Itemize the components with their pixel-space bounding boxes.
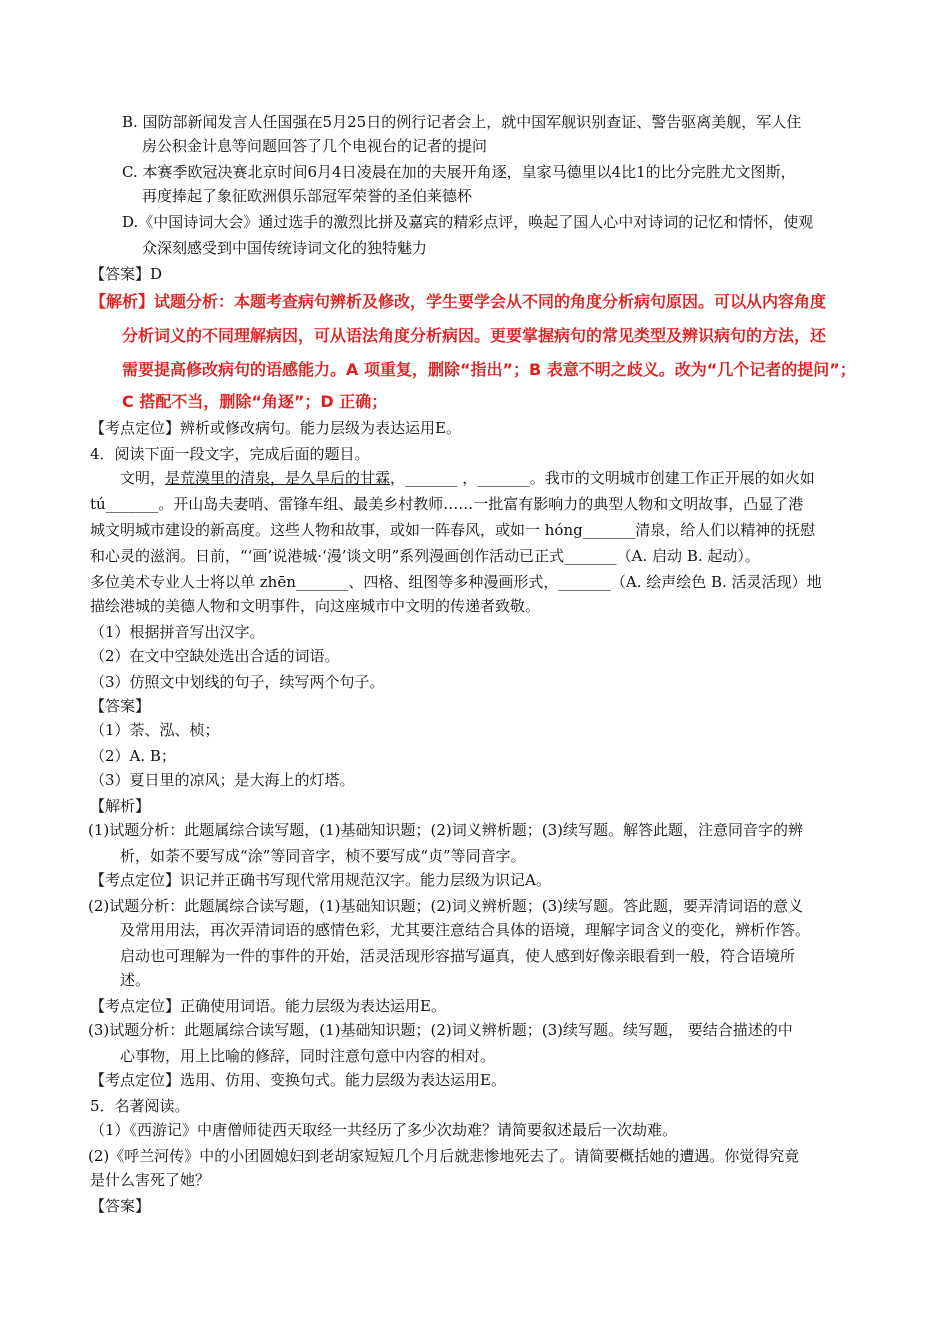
q4-answer: 【答案】 <box>90 697 151 715</box>
q4-answer1: （1）荼、泓、桢； <box>90 721 220 739</box>
q4-analysis3-point: 【考点定位】选用、仿用、变换句式。能力层级为表达运用E。 <box>90 1071 506 1089</box>
q5-title: 5．名著阅读。 <box>90 1097 190 1115</box>
q4-passage-line2: tú_______。开山岛夫妻哨、雷锋车组、最美乡村教师……一批富有影响力的典型人物和文明故事，凸显了港 <box>90 495 804 513</box>
q4-passage-line1 <box>120 466 910 490</box>
q3-analysis-line4: C 搭配不当，删除“角逐”；D 正确； <box>122 392 388 411</box>
q4-analysis2-line3: 启动也可理解为一件的事件的开始，活灵活现形容描写逼真，使人感到好像亲眼看到一般，符合语境所 <box>120 947 796 965</box>
q3-option-b-line2: 房公积金计息等问题回答了几个电视台的记者的提问 <box>142 137 488 155</box>
q3-analysis-line2: 分析词义的不同理解病因，可从语法角度分析病因。更要掌握病句的常见类型及辨识病句的方法，还 <box>122 326 827 345</box>
q4-passage-line6: 描绘港城的美德人物和文明事件，向这座城市中文明的传递者致敬。 <box>90 597 541 615</box>
q3-option-b-line1: B. 国防部新闻发言人任国强在5月25日的例行记者会上，就中国军舰识别查证、警告驱离美舰，军人住 <box>122 113 802 131</box>
q4-analysis3-line2: 心事物，用上比喻的修辞，同时注意句意中内容的相对。 <box>120 1047 496 1065</box>
q4-analysis2-line1: (2)试题分析：此题属综合读写题，(1)基础知识题；(2)词义辨析题；(3)续写题。答此题，要弄清词语的意义 <box>88 897 803 915</box>
q4-underlined-sentence: 是荒漠里的清泉，是久旱后的甘霖 <box>165 469 391 487</box>
q4-passage-line5: 多位美术专业人士将以单 zhēn_______、四格、组图等多种漫画形式，_______（A. 绘声绘色 B. 活灵活现）地 <box>90 573 822 591</box>
q4-passage-line3: 城文明城市建设的新高度。这些人物和故事，或如一阵春风，或如一 hóng_______清泉，给人们以精神的抚慰 <box>90 521 816 539</box>
q4-title: 4．阅读下面一段文字，完成后面的题目。 <box>90 445 370 463</box>
q4-analysis2-point: 【考点定位】正确使用词语。能力层级为表达运用E。 <box>90 997 446 1015</box>
q3-answer: 【答案】D <box>90 265 163 283</box>
q3-option-d-line1: D.《中国诗词大会》通过选手的激烈比拼及嘉宾的精彩点评，唤起了国人心中对诗词的记忆和情怀，使观 <box>122 213 814 231</box>
q4-analysis1-line2: 析，如荼不要写成“涂”等同音字，桢不要写成“贞”等同音字。 <box>120 847 526 865</box>
q5-sub1: （1）《西游记》中唐僧师徒西天取经一共经历了多少次劫难？请简要叙述最后一次劫难。 <box>90 1121 678 1139</box>
q3-analysis-line1: 【解析】试题分析：本题考查病句辨析及修改，学生要学会从不同的角度分析病句原因。可以从内容角度 <box>90 292 827 311</box>
q4-analysis-label: 【解析】 <box>90 797 151 815</box>
q3-option-c-line1: C. 本赛季欧冠决赛北京时间6月4日凌晨在加的夫展开角逐，皇家马德里以4比1的比分完胜尤文图斯， <box>122 163 796 181</box>
q3-point: 【考点定位】辨析或修改病句。能力层级为表达运用E。 <box>90 419 461 437</box>
q4-analysis2-line2: 及常用用法，再次弄清词语的感情色彩，尤其要注意结合具体的语境，理解字词含义的变化，辨析作答。 <box>120 921 811 939</box>
q4-answer3: （3）夏日里的凉风；是大海上的灯塔。 <box>90 771 355 789</box>
q4-sub3: （3）仿照文中划线的句子，续写两个句子。 <box>90 673 385 691</box>
q4-analysis1-line1: (1)试题分析：此题属综合读写题，(1)基础知识题；(2)词义辨析题；(3)续写题。解答此题，注意同音字的辨 <box>88 821 803 839</box>
q5-answer: 【答案】 <box>90 1197 151 1215</box>
q4-passage-line4: 和心灵的滋润。日前，“‘画’说港城·‘漫’谈文明”系列漫画创作活动已正式_______（A. 启动 B. 起动）。 <box>90 547 760 565</box>
q3-option-c-line2: 再度捧起了象征欧洲俱乐部冠军荣誉的圣伯莱德杯 <box>142 187 473 205</box>
q4-answer2: （2）A. B； <box>90 747 176 765</box>
q4-sub1: （1）根据拼音写出汉字。 <box>90 623 265 641</box>
q5-sub2-line1: (2)《呼兰河传》中的小团圆媳妇到老胡家短短几个月后就悲惨地死去了。请简要概括她的遭遇。你觉得究竟 <box>88 1147 800 1165</box>
q3-option-d-line2: 众深刻感受到中国传统诗词文化的独特魅力 <box>142 239 428 257</box>
q4-passage-rest: ，_______ ，_______。我市的文明城市创建工作正开展的如火如 <box>390 469 815 487</box>
q5-sub2-line2: 是什么害死了她？ <box>90 1171 211 1189</box>
q4-analysis2-line4: 述。 <box>120 971 151 989</box>
q4-passage-start: 文明， <box>120 469 166 487</box>
q4-analysis1-point: 【考点定位】识记并正确书写现代常用规范汉字。能力层级为识记A。 <box>90 871 551 889</box>
q3-analysis-line3: 需要提高修改病句的语感能力。A 项重复，删除“指出”；B 表意不明之歧义。改为“几个记者的提问”； <box>122 360 856 379</box>
q4-analysis3-line1: (3)试题分析：此题属综合读写题，(1)基础知识题；(2)词义辨析题；(3)续写题。续写题， 要结合描述的中 <box>88 1021 793 1039</box>
q4-sub2: （2）在文中空缺处选出合适的词语。 <box>90 647 340 665</box>
